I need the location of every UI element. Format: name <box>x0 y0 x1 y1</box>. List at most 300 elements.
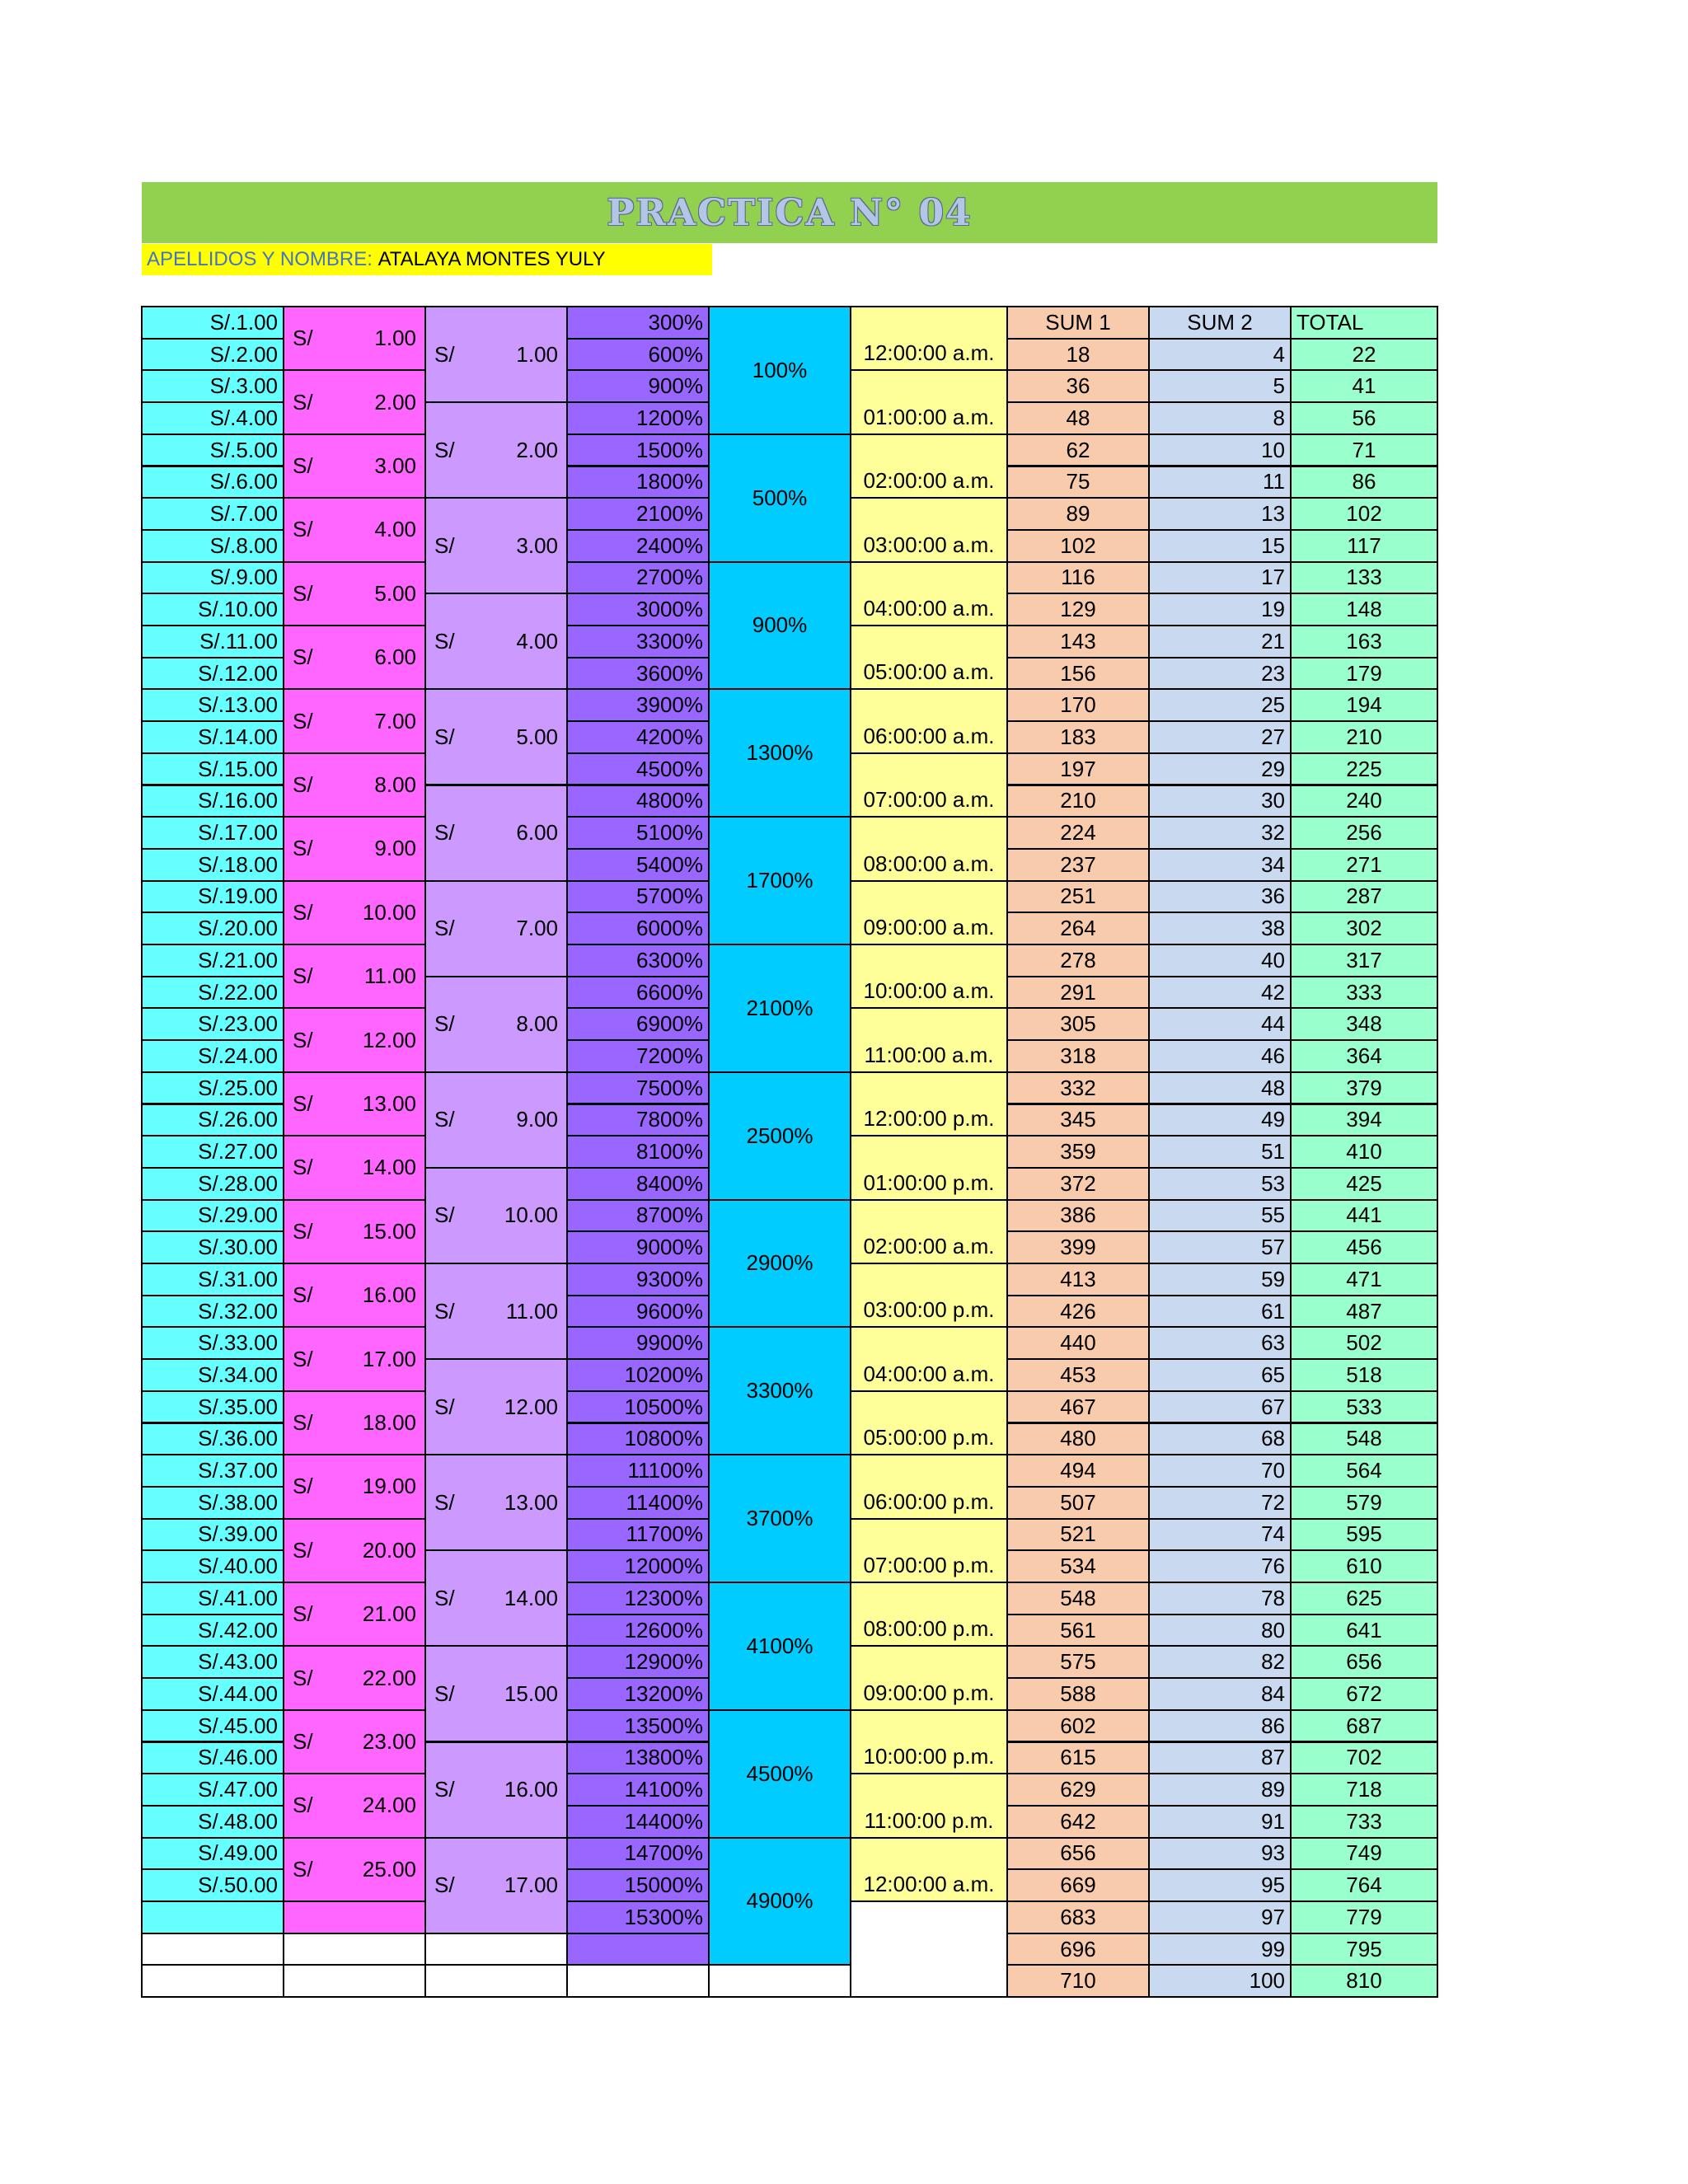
sum1-cell: 372 <box>1006 1167 1150 1201</box>
col-a-cell: S/.19.00 <box>141 880 284 914</box>
col-e-cell: 1700% <box>708 816 851 945</box>
col-a-cell: S/.33.00 <box>141 1326 284 1360</box>
col-d-cell: 1500% <box>566 434 710 467</box>
sum2-cell: 40 <box>1148 944 1292 977</box>
col-a-cell: S/.5.00 <box>141 434 284 467</box>
col-a-cell: S/.49.00 <box>141 1837 284 1871</box>
col-e-cell: 500% <box>708 434 851 563</box>
col-a-cell: S/.46.00 <box>141 1741 284 1775</box>
col-b-cell: S/ 12.00 <box>283 1007 426 1072</box>
sum1-cell: 399 <box>1006 1230 1150 1264</box>
sum1-cell: 656 <box>1006 1837 1150 1871</box>
col-b-cell: S/ 11.00 <box>283 944 426 1009</box>
col-c-cell: S/ 9.00 <box>424 1071 568 1169</box>
total-cell: 117 <box>1290 529 1438 563</box>
col-d-cell: 13800% <box>566 1741 710 1775</box>
sum2-cell: 27 <box>1148 720 1292 754</box>
sum1-cell: 521 <box>1006 1518 1150 1552</box>
sum1-cell: 75 <box>1006 466 1150 499</box>
col-c-cell: S/ 11.00 <box>424 1263 568 1360</box>
total-cell: 518 <box>1290 1358 1438 1392</box>
col-d-cell: 1200% <box>566 401 710 435</box>
total-cell: 610 <box>1290 1549 1438 1583</box>
col-a-cell: S/.50.00 <box>141 1868 284 1902</box>
sum2-cell: 65 <box>1148 1358 1292 1392</box>
col-d-cell: 12900% <box>566 1645 710 1679</box>
col-e-cell: 4900% <box>708 1837 851 1966</box>
total-cell: 22 <box>1290 338 1438 372</box>
col-e-cell: 900% <box>708 561 851 691</box>
total-cell: 394 <box>1290 1104 1438 1137</box>
col-a-cell: S/.36.00 <box>141 1422 284 1456</box>
col-d-cell: 2100% <box>566 497 710 531</box>
col-d-cell: 13500% <box>566 1709 710 1743</box>
col-c-cell: S/ 8.00 <box>424 976 568 1073</box>
col-b-cell: S/ 6.00 <box>283 625 426 690</box>
total-cell: 533 <box>1290 1390 1438 1424</box>
sum2-cell: 53 <box>1148 1167 1292 1201</box>
total-cell: 210 <box>1290 720 1438 754</box>
col-d-cell: 4800% <box>566 785 710 818</box>
col-a-cell: S/.17.00 <box>141 816 284 850</box>
sum1-cell: 548 <box>1006 1582 1150 1615</box>
total-cell: 795 <box>1290 1933 1438 1966</box>
col-f-cell: 03:00:00 a.m. <box>850 497 1008 562</box>
col-a-cell: S/.22.00 <box>141 976 284 1010</box>
sum1-cell: 345 <box>1006 1104 1150 1137</box>
col-b-cell: S/ 4.00 <box>283 497 426 562</box>
total-cell: 672 <box>1290 1677 1438 1711</box>
col-a-cell: S/.11.00 <box>141 625 284 658</box>
sum1-cell: 561 <box>1006 1614 1150 1647</box>
total-cell: 502 <box>1290 1326 1438 1360</box>
col-d-cell: 8400% <box>566 1167 710 1201</box>
col-d-cell: 3300% <box>566 625 710 658</box>
col-c-cell: S/ 13.00 <box>424 1454 568 1551</box>
sum2-cell: 13 <box>1148 497 1292 531</box>
sum2-cell: 67 <box>1148 1390 1292 1424</box>
col-f-cell: 12:00:00 a.m. <box>850 1837 1008 1902</box>
total-cell: 102 <box>1290 497 1438 531</box>
col-d-cell: 10500% <box>566 1390 710 1424</box>
col-d-cell: 2700% <box>566 561 710 595</box>
total-cell: 271 <box>1290 848 1438 882</box>
sum2-cell: 57 <box>1148 1230 1292 1264</box>
col-d-cell: 3600% <box>566 657 710 691</box>
sum2-cell: 49 <box>1148 1104 1292 1137</box>
sum2-cell: 80 <box>1148 1614 1292 1647</box>
col-a-cell: S/.7.00 <box>141 497 284 531</box>
total-cell: 718 <box>1290 1773 1438 1807</box>
sum1-cell: 669 <box>1006 1868 1150 1902</box>
sum2-cell: 59 <box>1148 1263 1292 1296</box>
col-d-cell: 14100% <box>566 1773 710 1807</box>
col-a-cell: S/.30.00 <box>141 1230 284 1264</box>
col-b-cell: S/ 22.00 <box>283 1645 426 1710</box>
col-b-cell: S/ 2.00 <box>283 369 426 434</box>
col-f-cell: 12:00:00 a.m. <box>850 306 1008 371</box>
col-f-cell: 04:00:00 a.m. <box>850 1326 1008 1391</box>
sum1-cell: 36 <box>1006 369 1150 403</box>
col-f-cell: 04:00:00 a.m. <box>850 561 1008 626</box>
sum1-cell: 359 <box>1006 1135 1150 1169</box>
sum1-cell: 89 <box>1006 497 1150 531</box>
sum1-cell: 170 <box>1006 688 1150 722</box>
col-d-cell: 7200% <box>566 1039 710 1073</box>
total-cell: 317 <box>1290 944 1438 977</box>
sum1-cell: 413 <box>1006 1263 1150 1296</box>
col-d-cell: 6600% <box>566 976 710 1010</box>
sum2-cell: 19 <box>1148 593 1292 626</box>
col-a-cell: S/.32.00 <box>141 1295 284 1329</box>
col-e-cell: 4500% <box>708 1709 851 1839</box>
total-cell: 579 <box>1290 1486 1438 1520</box>
sum2-cell: 97 <box>1148 1900 1292 1934</box>
total-cell: 256 <box>1290 816 1438 850</box>
sum2-cell: 68 <box>1148 1422 1292 1456</box>
col-a-cell: S/.29.00 <box>141 1199 284 1233</box>
total-cell: 364 <box>1290 1039 1438 1073</box>
name-value: ATALAYA MONTES YULY <box>377 248 606 270</box>
sum1-cell: 116 <box>1006 561 1150 595</box>
col-d-cell: 4500% <box>566 752 710 786</box>
col-a-cell: S/.3.00 <box>141 369 284 403</box>
col-b-cell: S/ 5.00 <box>283 561 426 626</box>
col-f-cell: 02:00:00 a.m. <box>850 434 1008 499</box>
col-c-cell: S/ 5.00 <box>424 688 568 785</box>
sum1-cell: 602 <box>1006 1709 1150 1743</box>
total-cell: 749 <box>1290 1837 1438 1871</box>
sum1-cell: 224 <box>1006 816 1150 850</box>
header-sum2: SUM 2 <box>1148 306 1292 340</box>
empty-cell <box>708 1964 851 1998</box>
col-a-cell: S/.9.00 <box>141 561 284 595</box>
sum1-cell: 683 <box>1006 1900 1150 1934</box>
col-b-cell: S/ 17.00 <box>283 1326 426 1391</box>
col-f-cell: 05:00:00 a.m. <box>850 625 1008 690</box>
col-d-cell: 9900% <box>566 1326 710 1360</box>
col-d-cell: 8100% <box>566 1135 710 1169</box>
col-d-cell: 11400% <box>566 1486 710 1520</box>
col-f-cell: 10:00:00 a.m. <box>850 944 1008 1009</box>
total-cell: 348 <box>1290 1007 1438 1041</box>
col-b-cell: S/ 21.00 <box>283 1582 426 1647</box>
total-cell: 379 <box>1290 1071 1438 1105</box>
col-b-cell: S/ 7.00 <box>283 688 426 753</box>
total-cell: 548 <box>1290 1422 1438 1456</box>
total-cell: 410 <box>1290 1135 1438 1169</box>
col-d-cell: 4200% <box>566 720 710 754</box>
col-e-cell: 4100% <box>708 1582 851 1711</box>
total-cell: 702 <box>1290 1741 1438 1775</box>
sum1-cell: 575 <box>1006 1645 1150 1679</box>
col-d-cell: 3000% <box>566 593 710 626</box>
total-cell: 641 <box>1290 1614 1438 1647</box>
sum2-cell: 21 <box>1148 625 1292 658</box>
col-d-cell: 3900% <box>566 688 710 722</box>
total-cell: 194 <box>1290 688 1438 722</box>
col-a-cell: S/.27.00 <box>141 1135 284 1169</box>
col-d-cell: 10200% <box>566 1358 710 1392</box>
empty-cell <box>566 1964 710 1998</box>
sum1-cell: 237 <box>1006 848 1150 882</box>
col-d-cell: 6300% <box>566 944 710 977</box>
col-e-cell: 3300% <box>708 1326 851 1455</box>
col-f-cell: 06:00:00 a.m. <box>850 688 1008 753</box>
empty-cell <box>141 1933 284 1966</box>
col-a-cell: S/.1.00 <box>141 306 284 340</box>
sum2-cell: 23 <box>1148 657 1292 691</box>
col-f-cell: 09:00:00 p.m. <box>850 1645 1008 1710</box>
sum2-cell: 32 <box>1148 816 1292 850</box>
total-cell: 810 <box>1290 1964 1438 1998</box>
col-a-cell: S/.47.00 <box>141 1773 284 1807</box>
sum2-cell: 89 <box>1148 1773 1292 1807</box>
total-cell: 456 <box>1290 1230 1438 1264</box>
col-a-cell: S/.15.00 <box>141 752 284 786</box>
col-e-cell: 2500% <box>708 1071 851 1201</box>
col-a-cell: S/.43.00 <box>141 1645 284 1679</box>
col-d-cell: 12300% <box>566 1582 710 1615</box>
col-d-cell: 7500% <box>566 1071 710 1105</box>
total-cell: 656 <box>1290 1645 1438 1679</box>
sum2-cell: 76 <box>1148 1549 1292 1583</box>
col-a-cell: S/.48.00 <box>141 1805 284 1839</box>
col-a-cell: S/.39.00 <box>141 1518 284 1552</box>
total-cell: 240 <box>1290 785 1438 818</box>
sum1-cell: 467 <box>1006 1390 1150 1424</box>
col-d-cell: 9300% <box>566 1263 710 1296</box>
empty-cell <box>424 1964 568 1998</box>
col-a-cell: S/.26.00 <box>141 1104 284 1137</box>
col-a-cell: S/.2.00 <box>141 338 284 372</box>
total-cell: 425 <box>1290 1167 1438 1201</box>
col-b-cell: S/ 16.00 <box>283 1263 426 1328</box>
sum1-cell: 710 <box>1006 1964 1150 1998</box>
sum2-cell: 61 <box>1148 1295 1292 1329</box>
col-b-cell: S/ 3.00 <box>283 434 426 499</box>
col-d-cell: 8700% <box>566 1199 710 1233</box>
total-cell: 225 <box>1290 752 1438 786</box>
col-b-cell: S/ 25.00 <box>283 1837 426 1902</box>
total-cell: 487 <box>1290 1295 1438 1329</box>
col-a-cell: S/.21.00 <box>141 944 284 977</box>
sum1-cell: 534 <box>1006 1549 1150 1583</box>
sum1-cell: 251 <box>1006 880 1150 914</box>
col-d-cell: 11100% <box>566 1454 710 1488</box>
col-b-cell: S/ 24.00 <box>283 1773 426 1838</box>
sum1-cell: 156 <box>1006 657 1150 691</box>
sum1-cell: 480 <box>1006 1422 1150 1456</box>
col-f-cell: 10:00:00 p.m. <box>850 1709 1008 1774</box>
empty-cell <box>283 1933 426 1966</box>
col-a-cell: S/.31.00 <box>141 1263 284 1296</box>
col-a-cell: S/.14.00 <box>141 720 284 754</box>
total-cell: 595 <box>1290 1518 1438 1552</box>
page-title: PRACTICA N° 04 <box>607 191 973 234</box>
sum2-cell: 11 <box>1148 466 1292 499</box>
col-b-cell: S/ 23.00 <box>283 1709 426 1774</box>
sum2-cell: 91 <box>1148 1805 1292 1839</box>
sum2-cell: 34 <box>1148 848 1292 882</box>
col-a-cell: S/.42.00 <box>141 1614 284 1647</box>
sum1-cell: 696 <box>1006 1933 1150 1966</box>
empty-cell <box>141 1964 284 1998</box>
col-d-cell: 2400% <box>566 529 710 563</box>
col-f-cell: 09:00:00 a.m. <box>850 880 1008 945</box>
col-e-cell: 3700% <box>708 1454 851 1583</box>
sum2-cell: 63 <box>1148 1326 1292 1360</box>
sum2-cell: 29 <box>1148 752 1292 786</box>
sum1-cell: 264 <box>1006 912 1150 945</box>
col-d-cell: 7800% <box>566 1104 710 1137</box>
col-f-cell: 06:00:00 p.m. <box>850 1454 1008 1519</box>
col-f-cell: 07:00:00 a.m. <box>850 752 1008 818</box>
total-cell: 564 <box>1290 1454 1438 1488</box>
total-cell: 625 <box>1290 1582 1438 1615</box>
col-d-cell: 1800% <box>566 466 710 499</box>
sum1-cell: 588 <box>1006 1677 1150 1711</box>
col-d-cell: 15300% <box>566 1900 710 1934</box>
col-f-cell: 11:00:00 p.m. <box>850 1773 1008 1838</box>
col-d-cell: 5400% <box>566 848 710 882</box>
col-c-cell: S/ 6.00 <box>424 785 568 882</box>
total-cell: 71 <box>1290 434 1438 467</box>
col-e-cell: 100% <box>708 306 851 435</box>
total-cell: 163 <box>1290 625 1438 658</box>
col-b-cell: S/ 9.00 <box>283 816 426 881</box>
sum1-cell: 102 <box>1006 529 1150 563</box>
col-f-cell: 08:00:00 p.m. <box>850 1582 1008 1647</box>
sum2-cell: 100 <box>1148 1964 1292 1998</box>
sum1-cell: 210 <box>1006 785 1150 818</box>
col-d-cell: 6900% <box>566 1007 710 1041</box>
header-total: TOTAL <box>1290 306 1438 340</box>
col-f-cell: 01:00:00 a.m. <box>850 369 1008 434</box>
header-sum1: SUM 1 <box>1006 306 1150 340</box>
total-cell: 41 <box>1290 369 1438 403</box>
col-b-cell: S/ 14.00 <box>283 1135 426 1200</box>
col-e-cell: 2100% <box>708 944 851 1073</box>
total-cell: 148 <box>1290 593 1438 626</box>
sum2-cell: 86 <box>1148 1709 1292 1743</box>
sum2-cell: 55 <box>1148 1199 1292 1233</box>
col-b-cell: S/ 19.00 <box>283 1454 426 1519</box>
sum2-cell: 48 <box>1148 1071 1292 1105</box>
col-a-cell: S/.8.00 <box>141 529 284 563</box>
sum1-cell: 197 <box>1006 752 1150 786</box>
sum1-cell: 318 <box>1006 1039 1150 1073</box>
sum2-cell: 17 <box>1148 561 1292 595</box>
col-b-cell <box>283 1900 426 1934</box>
col-a-cell: S/.6.00 <box>141 466 284 499</box>
sum1-cell: 18 <box>1006 338 1150 372</box>
sum1-cell: 332 <box>1006 1071 1150 1105</box>
sum2-cell: 74 <box>1148 1518 1292 1552</box>
total-cell: 56 <box>1290 401 1438 435</box>
col-d-cell: 14400% <box>566 1805 710 1839</box>
col-c-cell: S/ 15.00 <box>424 1645 568 1742</box>
col-a-cell: S/.44.00 <box>141 1677 284 1711</box>
col-a-cell: S/.38.00 <box>141 1486 284 1520</box>
sum1-cell: 426 <box>1006 1295 1150 1329</box>
sum2-cell: 15 <box>1148 529 1292 563</box>
col-d-cell: 9000% <box>566 1230 710 1264</box>
col-f-cell: 02:00:00 a.m. <box>850 1199 1008 1264</box>
col-c-cell: S/ 16.00 <box>424 1741 568 1839</box>
col-c-cell: S/ 2.00 <box>424 401 568 499</box>
sum2-cell: 30 <box>1148 785 1292 818</box>
empty-cell <box>850 1900 1008 1998</box>
col-d-cell: 300% <box>566 306 710 340</box>
col-a-cell: S/.25.00 <box>141 1071 284 1105</box>
col-d-cell: 9600% <box>566 1295 710 1329</box>
col-d-cell: 600% <box>566 338 710 372</box>
col-a-cell: S/.23.00 <box>141 1007 284 1041</box>
col-c-cell: S/ 1.00 <box>424 306 568 403</box>
col-b-cell: S/ 8.00 <box>283 752 426 818</box>
col-a-cell: S/.20.00 <box>141 912 284 945</box>
col-d-cell <box>566 1933 710 1966</box>
sum1-cell: 615 <box>1006 1741 1150 1775</box>
sum1-cell: 183 <box>1006 720 1150 754</box>
empty-cell <box>283 1964 426 1998</box>
sum2-cell: 4 <box>1148 338 1292 372</box>
sum2-cell: 51 <box>1148 1135 1292 1169</box>
col-d-cell: 5700% <box>566 880 710 914</box>
total-cell: 333 <box>1290 976 1438 1010</box>
total-cell: 133 <box>1290 561 1438 595</box>
sum1-cell: 507 <box>1006 1486 1150 1520</box>
sum1-cell: 642 <box>1006 1805 1150 1839</box>
sum1-cell: 129 <box>1006 593 1150 626</box>
sum2-cell: 44 <box>1148 1007 1292 1041</box>
sum2-cell: 95 <box>1148 1868 1292 1902</box>
col-d-cell: 5100% <box>566 816 710 850</box>
col-a-cell: S/.28.00 <box>141 1167 284 1201</box>
col-f-cell: 03:00:00 p.m. <box>850 1263 1008 1328</box>
sum2-cell: 46 <box>1148 1039 1292 1073</box>
col-a-cell: S/.13.00 <box>141 688 284 722</box>
sum1-cell: 62 <box>1006 434 1150 467</box>
col-d-cell: 13200% <box>566 1677 710 1711</box>
col-a-cell: S/.18.00 <box>141 848 284 882</box>
col-a-cell: S/.40.00 <box>141 1549 284 1583</box>
col-b-cell: S/ 10.00 <box>283 880 426 945</box>
sum2-cell: 10 <box>1148 434 1292 467</box>
col-c-cell: S/ 17.00 <box>424 1837 568 1934</box>
col-c-cell: S/ 10.00 <box>424 1167 568 1264</box>
total-cell: 779 <box>1290 1900 1438 1934</box>
col-c-cell: S/ 12.00 <box>424 1358 568 1455</box>
col-b-cell: S/ 18.00 <box>283 1390 426 1455</box>
sum2-cell: 8 <box>1148 401 1292 435</box>
col-a-cell: S/.37.00 <box>141 1454 284 1488</box>
sum2-cell: 82 <box>1148 1645 1292 1679</box>
col-d-cell: 15000% <box>566 1868 710 1902</box>
col-f-cell: 11:00:00 a.m. <box>850 1007 1008 1072</box>
empty-cell <box>424 1933 568 1966</box>
col-a-cell: S/.45.00 <box>141 1709 284 1743</box>
total-cell: 441 <box>1290 1199 1438 1233</box>
col-d-cell: 11700% <box>566 1518 710 1552</box>
total-cell: 687 <box>1290 1709 1438 1743</box>
sum2-cell: 84 <box>1148 1677 1292 1711</box>
col-c-cell: S/ 14.00 <box>424 1549 568 1647</box>
sum1-cell: 494 <box>1006 1454 1150 1488</box>
col-d-cell: 12600% <box>566 1614 710 1647</box>
total-cell: 179 <box>1290 657 1438 691</box>
